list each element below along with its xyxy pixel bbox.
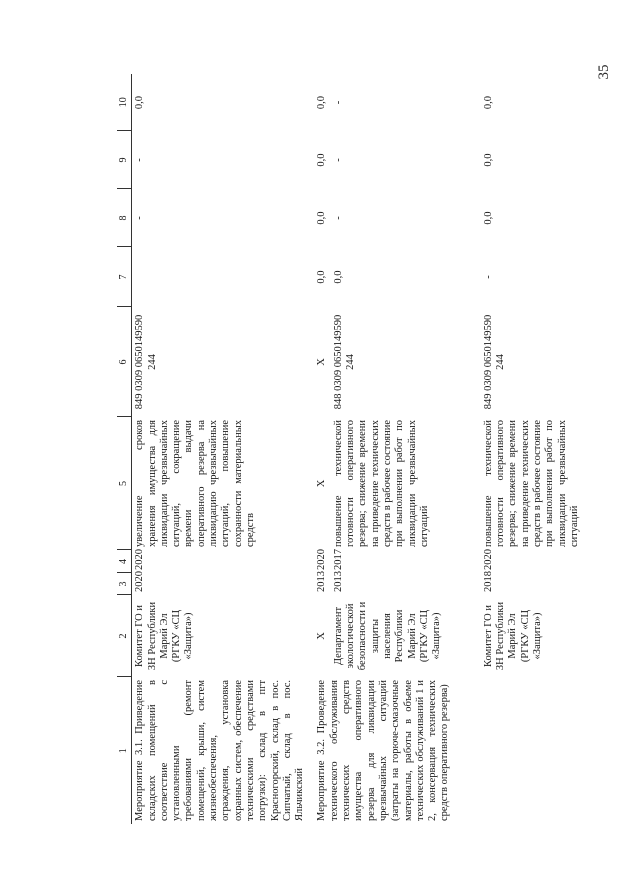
header-cell: 2 [117, 595, 132, 677]
table-row [132, 74, 309, 824]
header-cell: 3 [117, 573, 132, 595]
result-cell: повышение технической готовности оперативного резерва; снижение времени на приведение технических средств в рабочее состояние при выполнении работ по ликвидации чрезвычайных ситуаций [482, 420, 580, 547]
value-cell: - [134, 216, 146, 220]
measure-cell: Мероприятие 3.2. Проведение технического обслуживания технических средств имущества оперативного резерва для ликвидации чрезвычайных ситуаций (затраты на горюче-смазочные материалы, работы в объеме технических обслуживаний 1 и 2, консервация технических средств оперативного резерва) [316, 680, 451, 821]
result-cell: увеличение сроков хранения имущества для ликвидации чрезвычайных ситуаций, сокращение времени выдачи оперативного резерва на ликвидацию чрезвычайных ситуаций, повышение сохранности материальных средств [134, 420, 256, 547]
program-table [117, 74, 583, 824]
start-year-cell: 2013 [332, 571, 344, 592]
end-year-cell: 2020 [316, 549, 328, 570]
executor-cell: X [316, 632, 328, 640]
header-cell: 4 [117, 550, 132, 573]
executor-cell: Комитет ГО и ЗН Республики Марий Эл (РГКУ «СЦ «Защита») [482, 601, 543, 671]
header-cell: 9 [117, 131, 132, 189]
header-cell: 10 [117, 74, 132, 131]
end-year-cell: 2017 [332, 549, 344, 570]
header-cell: 1 [117, 677, 132, 824]
budget-code-cell: 849 0309 0650149590 244 [482, 314, 507, 410]
value-cell: - [482, 275, 494, 279]
header-row [117, 74, 132, 824]
header-cell: 8 [117, 189, 132, 247]
value-cell: 0,0 [316, 211, 328, 225]
value-cell: 0,0 [332, 270, 344, 284]
result-cell: X [316, 479, 328, 488]
budget-code-cell: 849 0309 0650149590 244 [134, 314, 158, 410]
value-cell: 0,0 [134, 95, 146, 110]
header-cell: 5 [117, 417, 132, 550]
executor-cell: Департамент экологической безопасности и защиты населения Республики Марий Эл (РГКУ «СЦ «Защита») [332, 601, 443, 671]
value-cell [132, 247, 309, 307]
rotated-table-frame [117, 74, 595, 824]
value-cell: 0,0 [482, 211, 494, 225]
value-cell: - [134, 158, 146, 162]
start-year-cell: 2013 [316, 571, 328, 592]
start-year-cell: 2020 [134, 571, 146, 592]
value-cell: 0,0 [316, 95, 328, 110]
end-year-cell: 2020 [134, 549, 146, 570]
start-year-cell: 2018 [482, 571, 494, 592]
value-cell: - [332, 158, 344, 162]
value-cell: - [332, 100, 344, 105]
table-row [308, 74, 330, 824]
value-cell: 0,0 [482, 95, 494, 110]
value-cell: - [332, 216, 344, 220]
page-number: 35 [596, 64, 612, 80]
landscape-table-wrapper [117, 74, 595, 824]
header-cell: 7 [117, 247, 132, 307]
value-cell: 0,0 [482, 153, 494, 167]
value-cell: 0,0 [316, 153, 328, 167]
result-cell: повышение технической готовности оперативного резерва; снижение времени на приведение технических средств в рабочее состояние при выполнении работ по ликвидации чрезвычайных ситуаций [332, 420, 430, 547]
executor-cell: Комитет ГО и ЗН Республики Марий Эл (РГКУ «СЦ «Защита») [134, 601, 195, 671]
measure-cell: Мероприятие 3.1. Приведение складских помещений в соответствие с установленными требованиями (ремонт помещений, крыши, систем жизнеобеспечения, ограждения, установка охранных систем, обеспечение техническими средствами погрузки): склад в пгт Красногорский, склад в пос. Сипчатый, склад в пос. Яльчикский [134, 680, 306, 821]
header-cell: 6 [117, 307, 132, 417]
budget-code-cell: X [316, 358, 328, 366]
value-cell: 0,0 [316, 270, 328, 284]
end-year-cell: 2020 [482, 549, 494, 570]
budget-code-cell: 848 0309 0650149590 244 [332, 314, 357, 410]
